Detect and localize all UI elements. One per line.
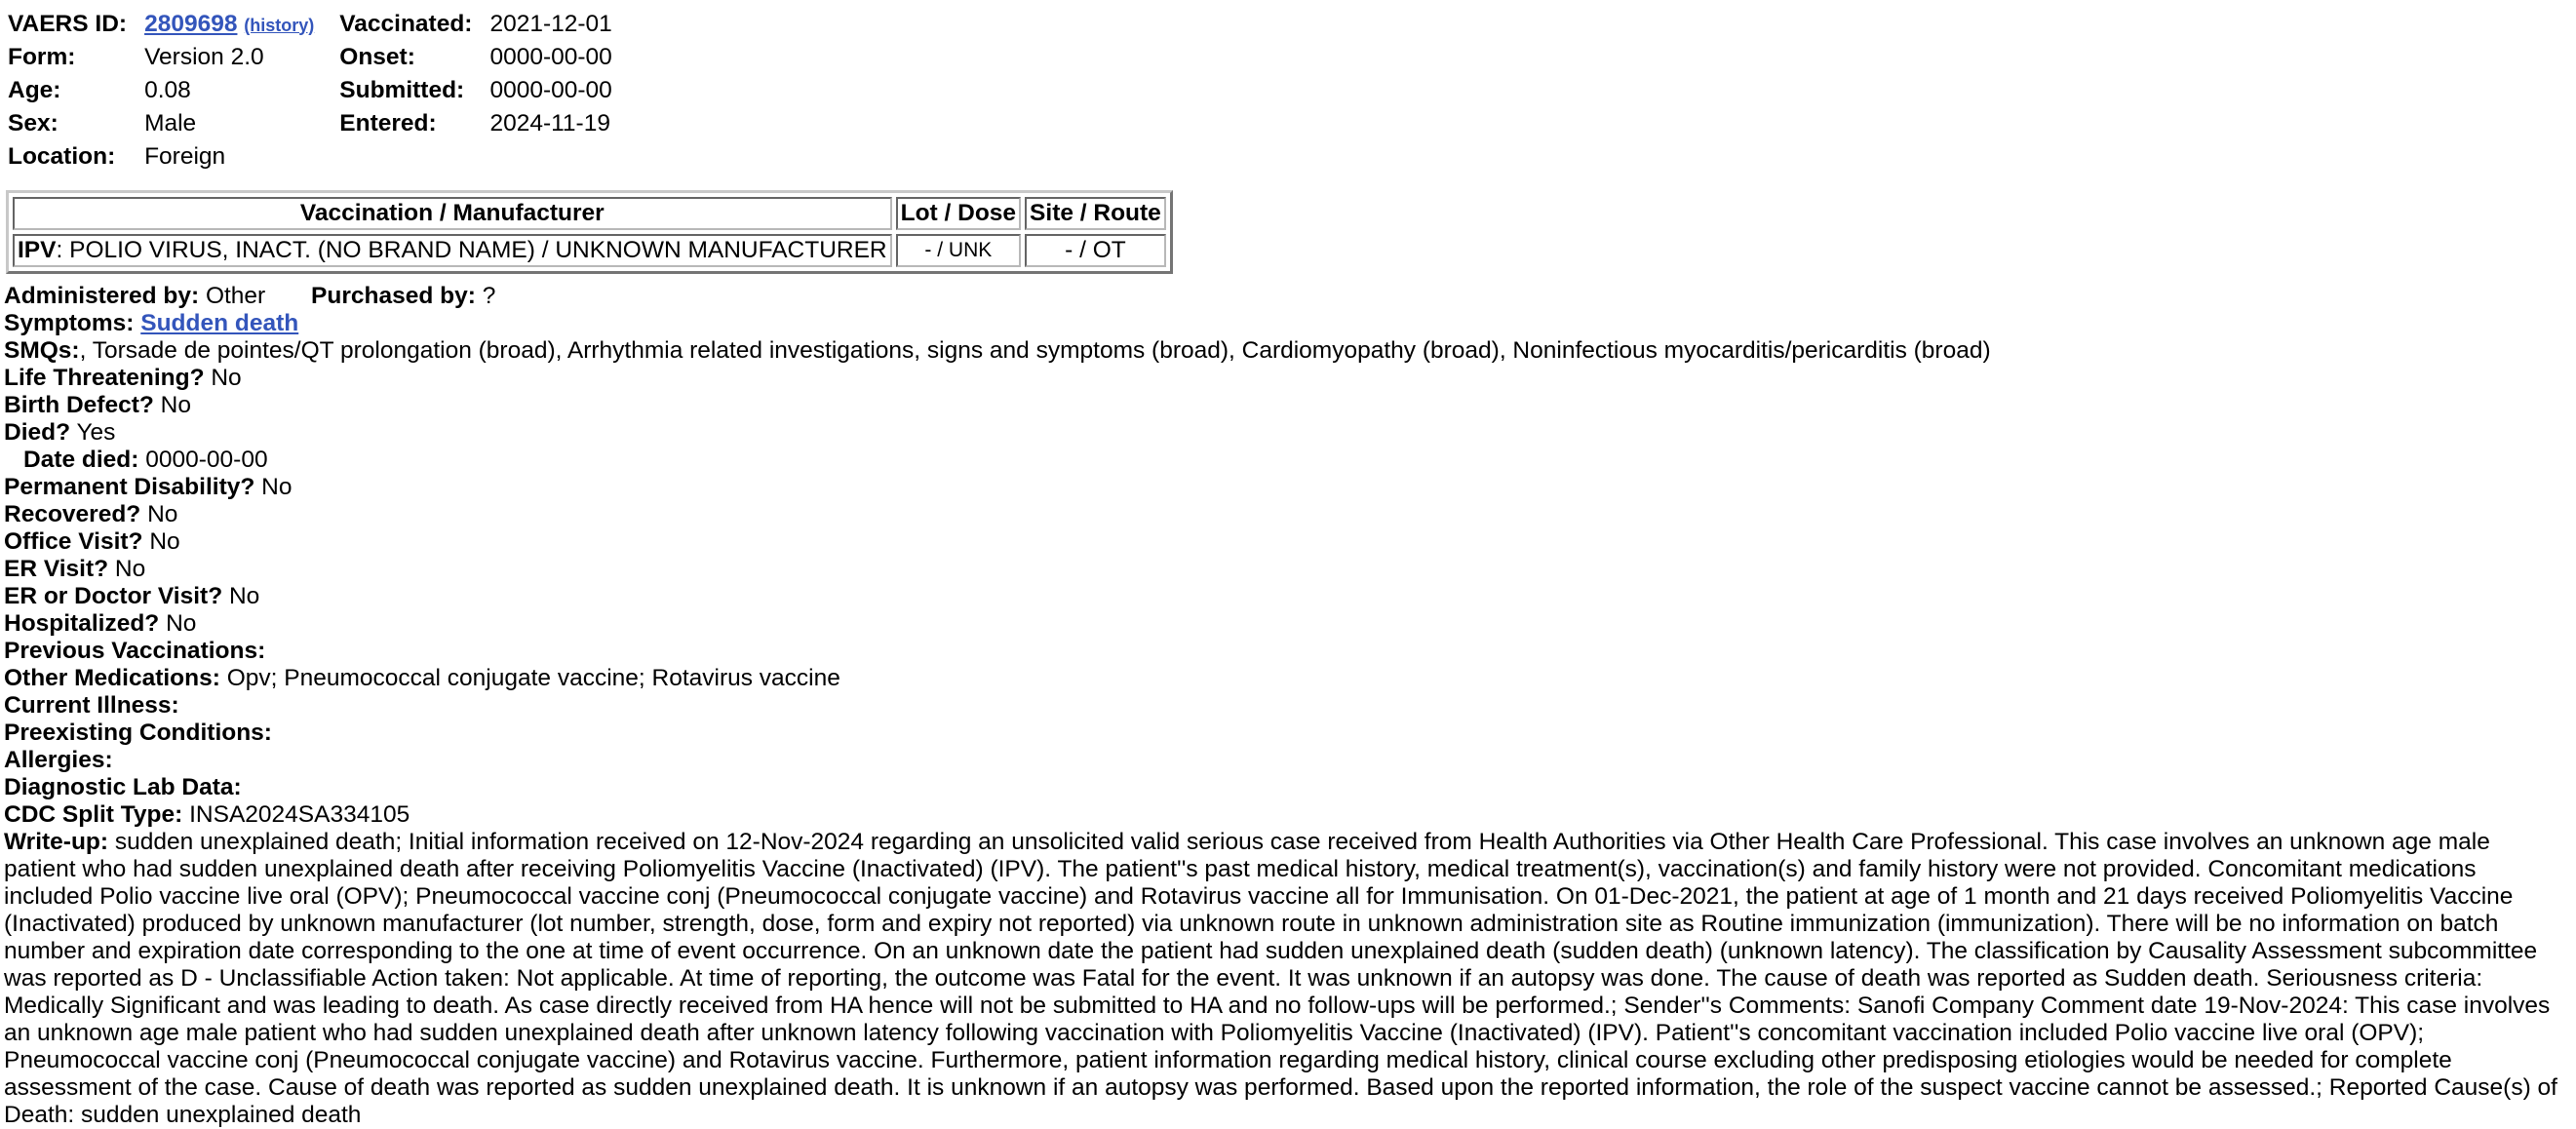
form-value: Version 2.0: [144, 44, 264, 70]
administered-by-value: Other: [205, 283, 266, 309]
life-threatening-label: Life Threatening?: [4, 365, 205, 391]
symptoms-label: Symptoms:: [4, 310, 135, 336]
office-visit-label: Office Visit?: [4, 528, 143, 555]
age-value: 0.08: [144, 77, 191, 103]
preexisting-conditions-row: [4, 720, 2568, 747]
er-doctor-visit-label: ER or Doctor Visit?: [4, 583, 223, 609]
recovered-value: No: [147, 501, 178, 527]
smqs-value: , Torsade de pointes/QT prolongation (broad), Arrhythmia related investigations, signs and symptoms (broad), Cardiomyopathy (broad), Noninfectious myocarditis/pericarditis (broad): [79, 337, 1991, 364]
administered-row: [4, 283, 2568, 310]
cdc-split-type-value: INSA2024SA334105: [189, 801, 410, 828]
vaccination-table-header: [13, 197, 1166, 230]
permanent-disability-label: Permanent Disability?: [4, 474, 255, 500]
header-row: [8, 140, 616, 174]
symptoms-row: [4, 310, 2568, 337]
preexisting-conditions-label: Preexisting Conditions:: [4, 720, 272, 746]
birth-defect-row: [4, 392, 2568, 419]
header-row: [8, 74, 616, 107]
site-route-cell: - / OT: [1025, 234, 1166, 267]
diagnostic-lab-data-row: [4, 774, 2568, 801]
purchased-by-label: Purchased by:: [311, 283, 476, 309]
column-header-site-route: Site / Route: [1025, 197, 1166, 230]
vaccinated-value: 2021-12-01: [489, 11, 612, 37]
vaccination-table: [6, 190, 1173, 274]
er-visit-value: No: [114, 556, 146, 582]
date-died-value: 0000-00-00: [145, 447, 268, 473]
vaers-id-link[interactable]: 2809698: [144, 10, 238, 37]
symptom-link-sudden-death[interactable]: Sudden death: [140, 310, 299, 336]
previous-vaccinations-row: [4, 638, 2568, 665]
header-row: [8, 107, 616, 140]
report-header: [8, 8, 616, 174]
submitted-label: Submitted:: [339, 77, 465, 103]
location-label: Location:: [8, 143, 116, 170]
writeup-text: sudden unexplained death; Initial information received on 12-Nov-2024 regarding an unsolicited valid serious case received from Health Authorities via Other Health Care Professional. This case involves an unknown age male patient who had sudden unexplained death after receiving Poliomyelitis Vaccine (Inactivated) (IPV). The patient''s past medical history, medical treatment(s), vaccination(s) and family history were not provided. Concomitant medications included Polio vaccine live oral (OPV); Pneumococcal vaccine conj (Pneumococcal conjugate vaccine) and Rotavirus vaccine all for Immunisation. On 01-Dec-2021, the patient at age of 1 month and 21 days received Poliomyelitis Vaccine (Inactivated) produced by unknown manufacturer (lot number, strength, dose, form and expiry not reported) via unknown route in unknown administration site as Routine immunization (immunization). There will be no information on batch number and expiration date corresponding to the one at time of event occurrence. On an unknown date the patient had sudden unexplained death (sudden death) (unknown latency). The classification by Causality Assessment subcommittee was reported as D - Unclassifiable Action taken: Not applicable. At time of reporting, the outcome was Fatal for the event. It was unknown if an autopsy was done. The cause of death was reported as Sudden death. Seriousness criteria: Medically Significant and was leading to death. As case directly received from HA hence will not be submitted to HA and no follow-ups will be performed.; Sender''s Comments: Sanofi Company Comment date 19-Nov-2024: This case involves an unknown age male patient who had sudden unexplained death after unknown latency following vaccination with Poliomyelitis Vaccine (Inactivated) (IPV). Patient''s concomitant vaccination included Polio vaccine live oral (OPV); Pneumococcal vaccine conj (Pneumococcal conjugate vaccine) and Rotavirus vaccine. Furthermore, patient information regarding medical history, clinical course excluding other predisposing etiologies would be needed for complete assessment of the case. Cause of death was reported as sudden unexplained death. It is unknown if an autopsy was performed. Based upon the reported information, the role of the suspect vaccine cannot be assessed.; Reported Cause(s) of Death: sudden unexplained death: [4, 829, 2557, 1128]
onset-label: Onset:: [339, 44, 415, 70]
report-details: [4, 283, 2568, 1129]
other-medications-value: Opv; Pneumococcal conjugate vaccine; Rotavirus vaccine: [226, 665, 840, 691]
vaers-id-label: VAERS ID:: [8, 11, 128, 37]
vaccinated-label: Vaccinated:: [339, 11, 473, 37]
submitted-value: 0000-00-00: [489, 77, 612, 103]
hospitalized-value: No: [166, 610, 197, 637]
allergies-row: [4, 747, 2568, 774]
entered-value: 2024-11-19: [489, 110, 610, 136]
died-row: [4, 419, 2568, 447]
recovered-label: Recovered?: [4, 501, 141, 527]
hospitalized-label: Hospitalized?: [4, 610, 160, 637]
history-link[interactable]: (history): [244, 15, 315, 35]
header-row: [8, 8, 616, 41]
table-row: [13, 234, 1166, 267]
other-medications-row: [4, 665, 2568, 692]
vaccine-cell: [13, 234, 892, 267]
cdc-split-type-row: [4, 801, 2568, 829]
smqs-label: SMQs:: [4, 337, 80, 364]
location-value: Foreign: [144, 143, 226, 170]
lot-dose-cell: - / UNK: [896, 234, 1021, 267]
sex-value: Male: [144, 110, 197, 136]
current-illness-label: Current Illness:: [4, 692, 179, 719]
office-visit-row: [4, 528, 2568, 556]
birth-defect-label: Birth Defect?: [4, 392, 154, 418]
other-medications-label: Other Medications:: [4, 665, 220, 691]
column-header-vaccination: Vaccination / Manufacturer: [13, 197, 892, 230]
writeup-label: Write-up:: [4, 829, 109, 855]
died-label: Died?: [4, 419, 71, 446]
er-doctor-visit-row: [4, 583, 2568, 610]
date-died-label: Date died:: [23, 447, 139, 473]
allergies-label: Allergies:: [4, 747, 113, 773]
form-label: Form:: [8, 44, 76, 70]
writeup-section: [4, 829, 2568, 1129]
date-died-row: [4, 447, 2568, 474]
purchased-by-value: ?: [482, 283, 496, 309]
hospitalized-row: [4, 610, 2568, 638]
sex-label: Sex:: [8, 110, 59, 136]
vaers-id-cell: [144, 8, 318, 41]
permanent-disability-value: No: [261, 474, 293, 500]
onset-value: 0000-00-00: [489, 44, 612, 70]
died-value: Yes: [76, 419, 116, 446]
smqs-row: [4, 337, 2568, 365]
current-illness-row: [4, 692, 2568, 720]
column-header-lot-dose: Lot / Dose: [896, 197, 1021, 230]
life-threatening-row: [4, 365, 2568, 392]
cdc-split-type-label: CDC Split Type:: [4, 801, 183, 828]
vaccine-code: IPV: [18, 237, 57, 263]
header-row: [8, 41, 616, 74]
previous-vaccinations-label: Previous Vaccinations:: [4, 638, 266, 664]
er-visit-row: [4, 556, 2568, 583]
birth-defect-value: No: [160, 392, 191, 418]
vaccine-description: : POLIO VIRUS, INACT. (NO BRAND NAME) / UNKNOWN MANUFACTURER: [56, 237, 887, 263]
er-visit-label: ER Visit?: [4, 556, 109, 582]
administered-by-label: Administered by:: [4, 283, 200, 309]
permanent-disability-row: [4, 474, 2568, 501]
entered-label: Entered:: [339, 110, 437, 136]
er-doctor-visit-value: No: [228, 583, 260, 609]
diagnostic-lab-data-label: Diagnostic Lab Data:: [4, 774, 242, 800]
age-label: Age:: [8, 77, 61, 103]
life-threatening-value: No: [211, 365, 242, 391]
office-visit-value: No: [149, 528, 180, 555]
recovered-row: [4, 501, 2568, 528]
